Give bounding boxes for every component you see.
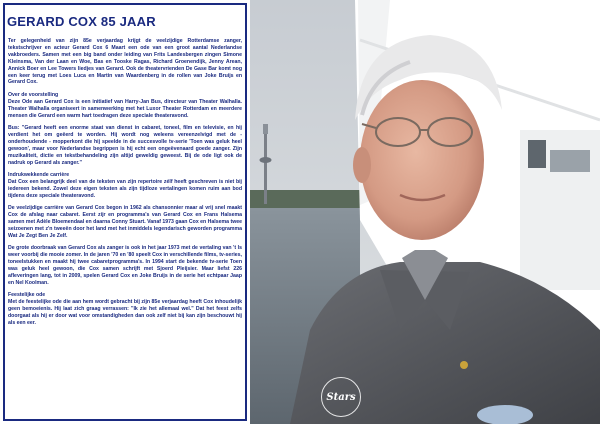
section-body: Deze Ode aan Gerard Cox is een initiatief van Harry-Jan Bus, directeur van Theater Walhalla. Theater Walhalla organiseert in samenwerking met het Luxor Theater Rotterdam en meerdere mensen die Gerard een warm hart toedragen deze speciale theateravond. — [8, 98, 242, 119]
intro-paragraph: Ter gelegenheid van zijn 85e verjaardag krijgt de veelzijdige Rotterdamse zanger, tekstschrijver en acteur Gerard Cox 6 Maart een ode van een groot aantal Nederlandse vakbroeders. Samen met een big band onder leiding van Frits Landesbergen zingen Simone Kleinsma, Van der Laan en Woe, Bas en Tooske Ragas, Richard Groenendijk, Jenny Arean, Annick Boer en Lee Towers liedjes van Gerard. Ook de theatervrienden De Gase Bar komt nog een keer terug met Loes Luca en Martin van Waardenberg in de rollen van Joke Bruijs en Gerard Cox. — [8, 38, 242, 86]
photographer-signature: Joost Heijmenbergh Fotografie — [536, 6, 592, 18]
section-heading: Over de voorstelling — [8, 91, 59, 98]
section-body: Dat Cox een belangrijk deel van de teksten van zijn repertoire zélf heeft geschreven is niet bij iedereen bekend. Zowel deze eigen teksten als zijn tijdloze vertalingen komen ruim aan bod tijdens deze speciale theateravond. — [8, 178, 242, 199]
section-over-voorstelling — [8, 92, 242, 120]
section-carriere — [8, 172, 242, 200]
portrait-illustration — [250, 0, 600, 424]
lapel-pin — [460, 361, 468, 369]
section-heading: Feestelijke ode — [8, 292, 46, 298]
career-paragraph: De veelzijdige carrière van Gerard Cox begon in 1962 als chansonnier maar al vrij snel maakt Cox de afslag naar cabaret. Eerst zijr en programma's van Gerard Cox en Frans Halsema samen met Adèle Bloemendaal en daarna Conny Stuart. Vanaf 1973 gaan Cox en Halsema twee seizoenen met z'n tweeën door het land met het inmiddels legendarisch geworden programma Wat Je Zegt Ben Je Zelf. — [8, 205, 242, 239]
portrait-photo — [250, 0, 600, 424]
section-body: Met de feestelijke ode die aan hem wordt gebracht bij zijn 85e verjaardag heeft Cox inhoudelijk geen bemoeienis. Hij laat zich graag verrassen: "Ik zie het allemaal wel." Dat het feest zelfs doorgaat als hij er door wat voor omstandigheden dan ook zelf niet bij kan zijn beschouwt hij als een eer. — [8, 298, 242, 326]
article-panel — [0, 0, 250, 424]
stamp-text: Stars — [326, 391, 356, 403]
quote-paragraph: Bus: "Gerard heeft een enorme staat van dienst in cabaret, toneel, film en televisie, en hij verdient het om geëerd te worden. Hij wordt nog weleens vereenzelvigd met de - onderhoudende - mopperkont die hij speelde in de succesvolle tv-serie 'Toen was geluk heel gewoon', maar voor Nederlandse begrippen is hij echt een ongeëvenaard goede zanger. Zijn muzikaliteit, dictie en tekstbehandeling zijn altijd geweldig geweest. Bij de ode ligt ook de nadruk op Gerard als zanger." — [8, 124, 242, 166]
article-body — [8, 38, 242, 332]
article-title: GERARD COX 85 JAAR — [7, 14, 156, 29]
stars-logo-stamp — [321, 377, 361, 417]
breakthrough-paragraph: De grote doorbraak van Gerard Cox als zanger is ook in het jaar 1973 met de vertaling van 't Is weer voorbij die mooie zomer. In de jaren '70 en '80 speelt Cox in verschillende films, tv-series, toneelstukken en maakt hij twee cabaretprogramma's. In 1994 start de bekende tv-serie Toen was geluk heel gewoon, die Cox samen schrijft met Sjoerd Pleijsier. Maar liefst 226 afleveringen lang, tot in 2009, spelen Gerard Cox en Joke Bruijs in de serie het echtpaar Jaap en Nel Koolman. — [8, 245, 242, 286]
section-heading: Indrukwekkende carrière — [8, 171, 70, 178]
section-feestelijke-ode — [8, 292, 242, 327]
